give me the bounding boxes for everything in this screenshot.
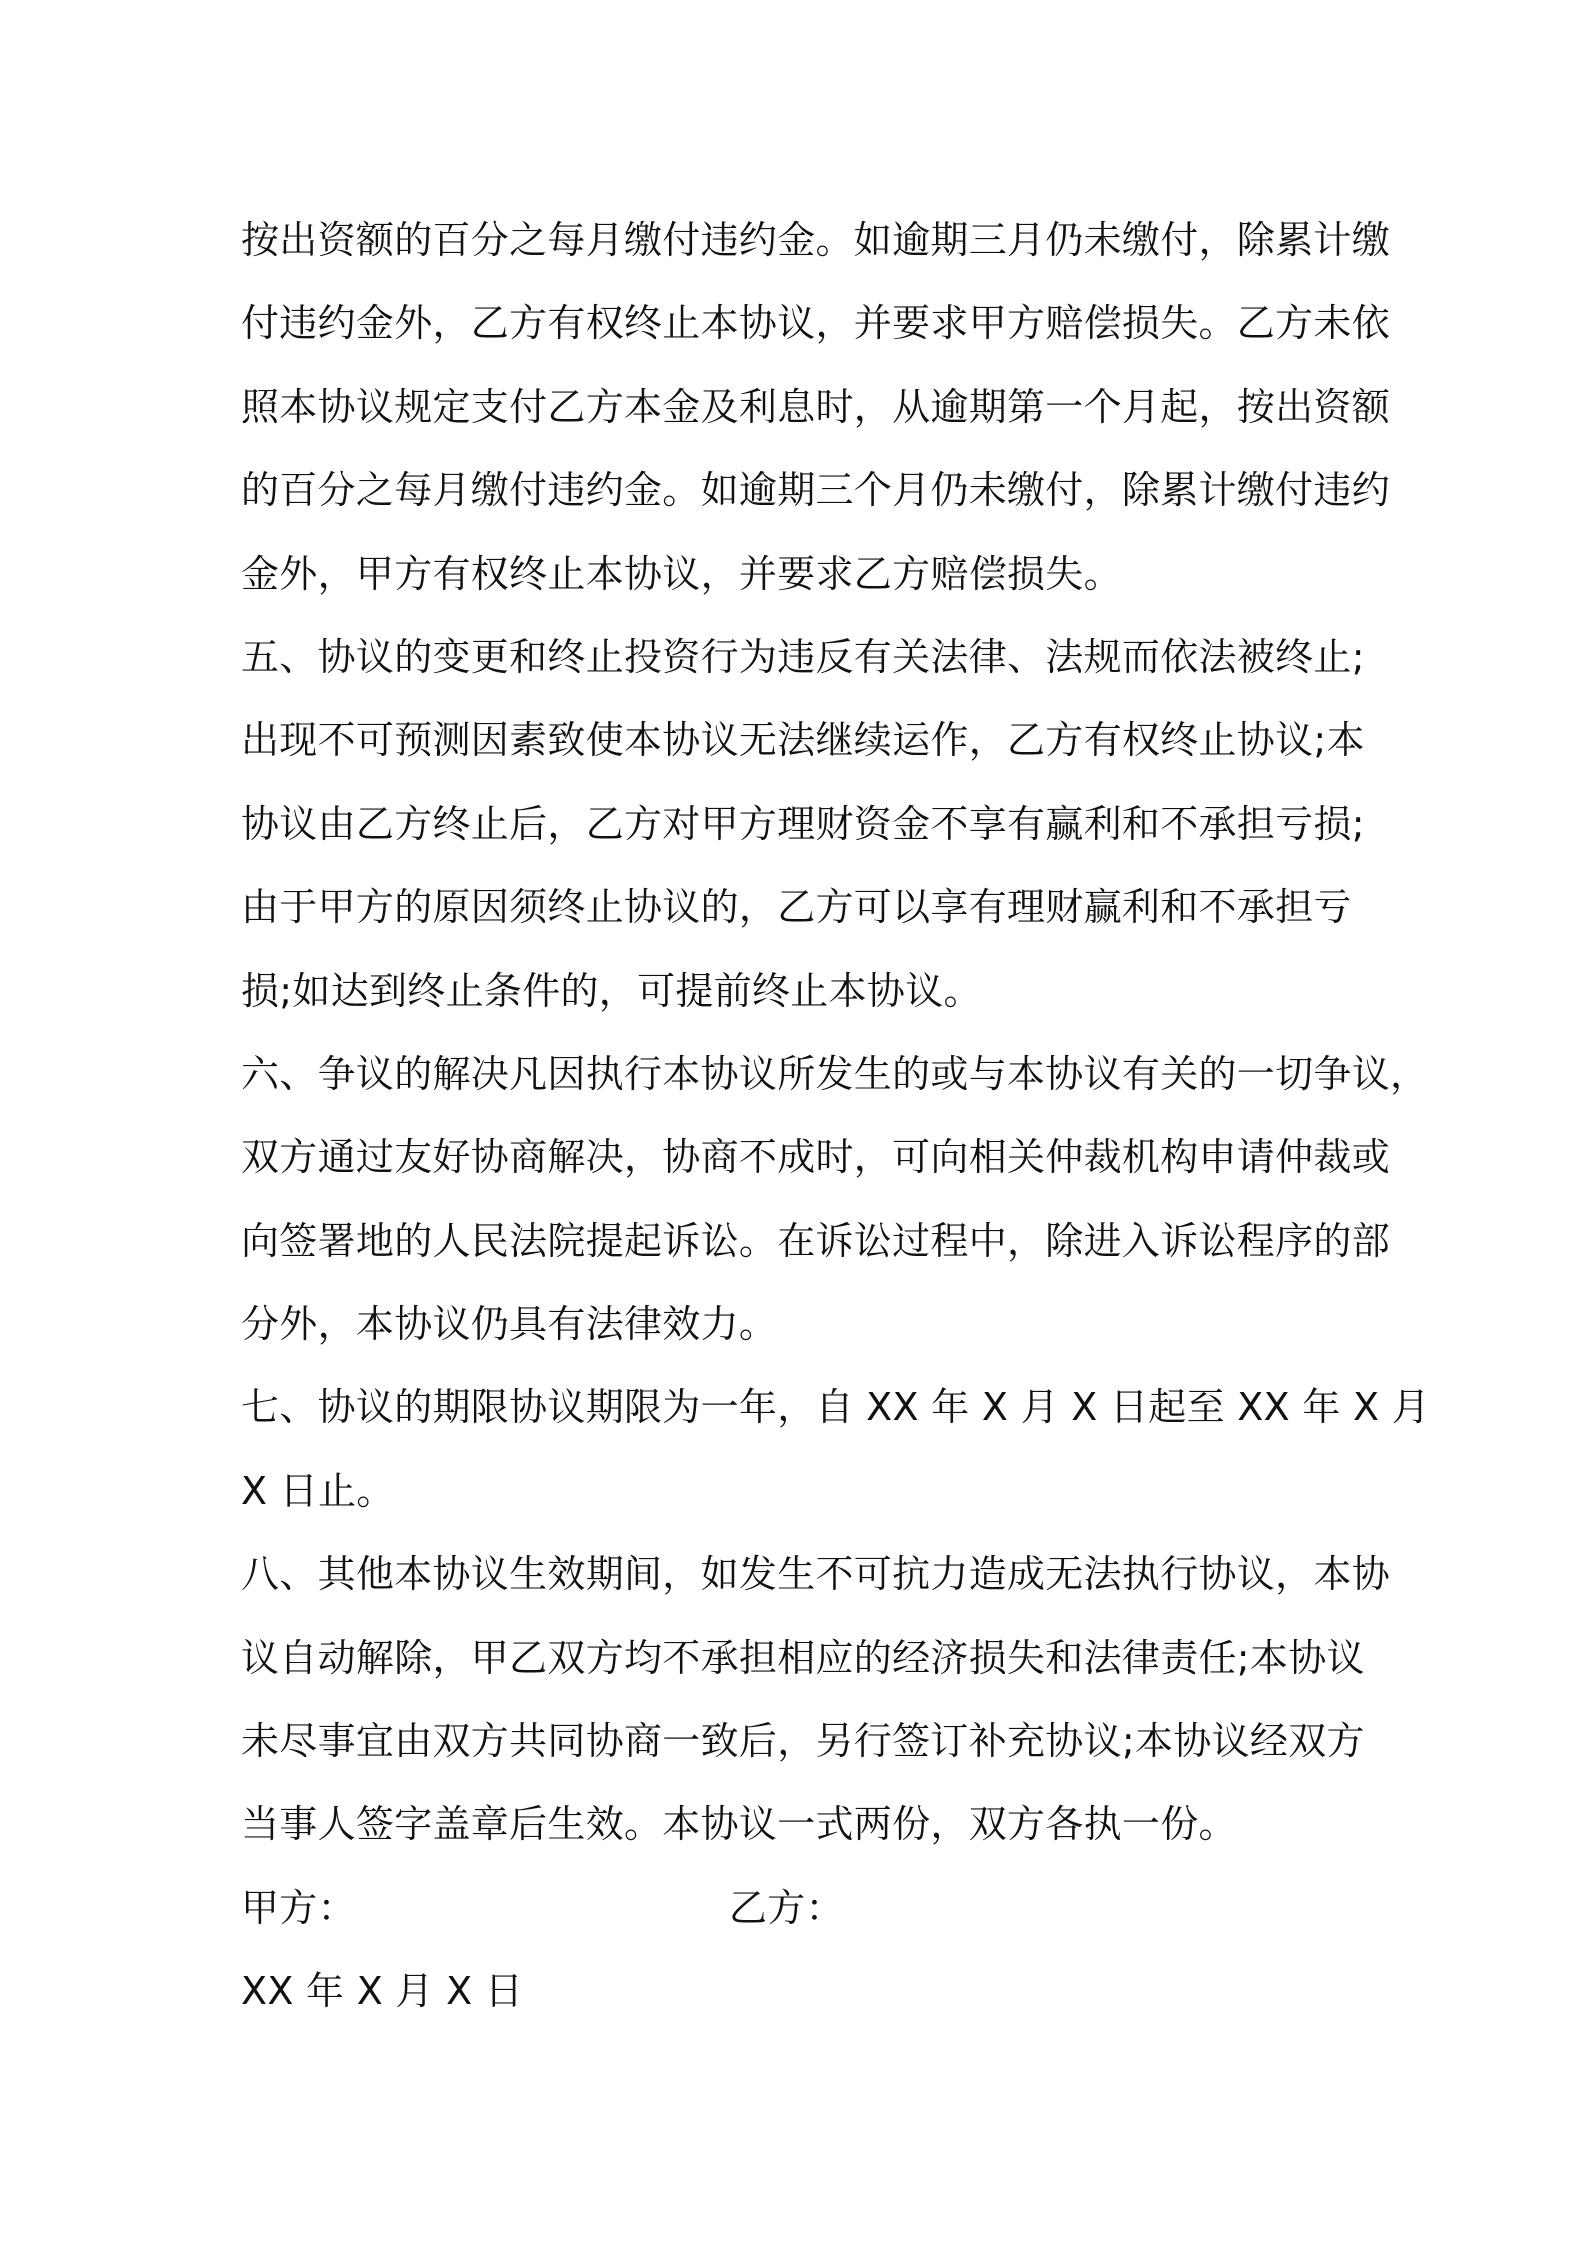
- text-line: 协议由乙方终止后，乙方对甲方理财资金不享有赢利和不承担亏损;: [241, 801, 1365, 846]
- text-line: 金外，甲方有权终止本协议，并要求乙方赔偿损失。: [241, 551, 1122, 596]
- text-line: 议自动解除，甲乙双方均不承担相应的经济损失和法律责任;本协议: [241, 1635, 1365, 1680]
- text-line: 由于甲方的原因须终止协议的，乙方可以享有理财赢利和不承担亏: [241, 885, 1352, 930]
- text-line: 照本协议规定支付乙方本金及利息时，从逾期第一个月起，按出资额: [241, 384, 1391, 429]
- signing-date: XX 年 X 月 X 日: [241, 1969, 524, 2014]
- signature-row: [241, 1867, 1361, 1950]
- text-line: 损;如达到终止条件的，可提前终止本协议。: [241, 968, 982, 1013]
- text-line: 未尽事宜由双方共同协商一致后，另行签订补充协议;本协议经双方: [241, 1719, 1365, 1764]
- text-line: 出现不可预测因素致使本协议无法继续运作，乙方有权终止协议;本: [241, 718, 1365, 763]
- section-7-heading-line: 七、协议的期限协议期限为一年，自 XX 年 X 月 X 日起至 XX 年 X 月: [241, 1385, 1431, 1430]
- text-line: 当事人签字盖章后生效。本协议一式两份，双方各执一份。: [241, 1802, 1237, 1847]
- text-line: X 日止。: [241, 1468, 395, 1513]
- text-line: 分外，本协议仍具有法律效力。: [241, 1302, 778, 1347]
- section-8-heading-line: 八、其他本协议生效期间，如发生不可抗力造成无法执行协议，本协: [241, 1552, 1391, 1597]
- section-6-heading-line: 六、争议的解决凡因执行本协议所发生的或与本协议有关的一切争议，: [241, 1051, 1429, 1096]
- party-a-label: 甲方：: [241, 1885, 356, 1930]
- document-page: [241, 199, 1431, 2034]
- section-5-heading-line: 五、协议的变更和终止投资行为违反有关法律、法规而依法被终止;: [241, 634, 1365, 679]
- text-line: 向签署地的人民法院提起诉讼。在诉讼过程中，除进入诉讼程序的部: [241, 1218, 1391, 1263]
- text-line: 按出资额的百分之每月缴付违约金。如逾期三月仍未缴付，除累计缴: [241, 218, 1391, 262]
- text-line: 付违约金外，乙方有权终止本协议，并要求甲方赔偿损失。乙方未依: [241, 301, 1391, 346]
- text-line: 的百分之每月缴付违约金。如逾期三个月仍未缴付，除累计缴付违约: [241, 468, 1391, 513]
- text-line: 双方通过友好协商解决，协商不成时，可向相关仲裁机构申请仲裁或: [241, 1135, 1391, 1180]
- party-b-label: 乙方：: [729, 1885, 844, 1930]
